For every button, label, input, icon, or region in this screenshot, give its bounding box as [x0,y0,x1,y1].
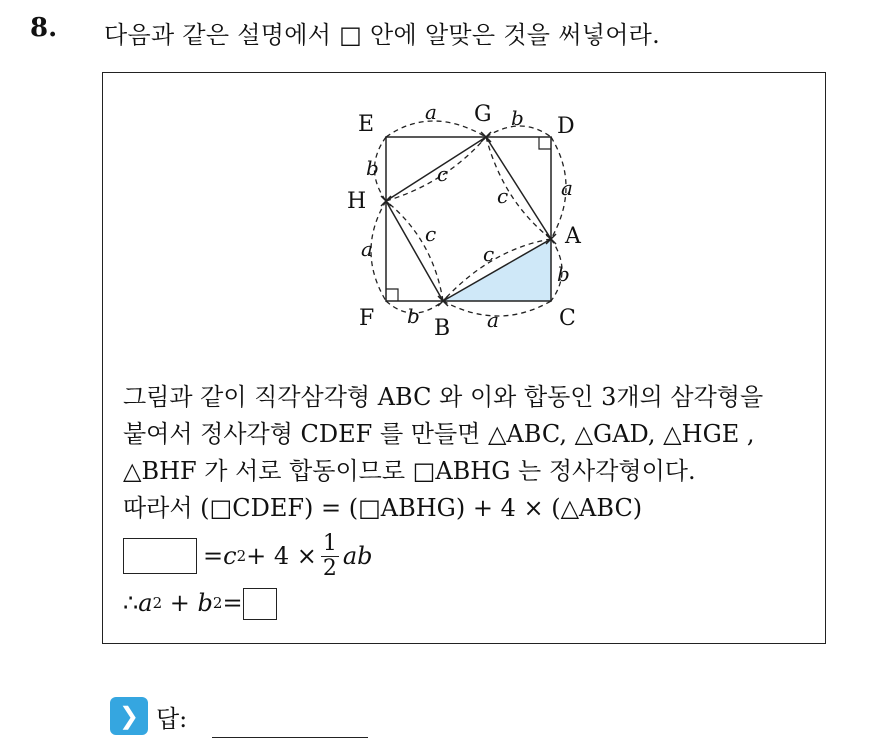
eq2-plus: + [162,589,198,617]
equation-row-2 [123,585,763,622]
label-f: F [359,306,375,331]
side-b-top: b [511,106,524,130]
right-angle-f [386,289,398,301]
eq2-a: a [138,589,153,617]
side-c-2: c [497,184,509,208]
arc-a-left [371,201,386,301]
right-angle-d [539,137,551,149]
label-e: E [358,112,375,137]
eq2-a-exp: 2 [152,594,163,612]
explanation-line-4: 따라서 (□CDEF) = (□ABHG) + 4 × (△ABC) [123,494,643,522]
side-a-right: a [561,176,573,200]
explanation-line-2: 붙여서 정사각형 CDEF 를 만들면 △ABC, △GAD, △HGE , [123,420,755,448]
side-b-right: b [557,262,570,286]
eq1-ab: ab [342,541,373,570]
fraction-denominator: 2 [322,555,337,581]
eq1-equals: = [203,541,224,570]
answer-blank-2[interactable] [243,588,277,620]
side-b-bottom: b [407,304,420,328]
question-number: 8. [30,13,58,43]
label-a: A [565,224,581,249]
eq1-c: c [223,541,237,570]
label-c: C [559,306,576,331]
side-a-bottom: a [487,308,499,332]
side-a-left: a [361,237,373,261]
side-a-top: a [425,100,437,124]
side-c-3: c [425,222,437,246]
eq2-b-exp: 2 [212,594,223,612]
label-b: B [434,316,451,341]
eq1-exp: 2 [236,546,247,565]
label-h: H [347,189,367,214]
question-prompt: 다음과 같은 설명에서 □ 안에 알맞은 것을 써넣어라. [104,21,661,49]
geometry-figure [341,91,601,363]
side-c-1: c [437,162,449,186]
explanation-line-1: 그림과 같이 직각삼각형 ABC 와 이와 합동인 3개의 삼각형을 [123,383,764,411]
equation-row-1 [123,527,763,585]
label-g: G [474,102,492,127]
answer-label: 답: [156,704,188,733]
answer-blank-1[interactable] [123,538,197,574]
fraction-numerator: 1 [322,530,337,556]
answer-input-line[interactable] [212,737,368,738]
eq2-therefore: ∴ [123,589,139,617]
explanation-box [102,72,826,644]
side-c-4: c [483,242,495,266]
side-b-left: b [366,156,379,180]
answer-area [110,697,187,735]
eq2-b: b [197,589,213,617]
eq1-mid: + 4 × [246,541,317,570]
explanation-line-3: △BHF 가 서로 합동이므로 □ABHG 는 정사각형이다. [123,457,696,485]
fraction-half [321,532,339,581]
eq2-equals: = [222,589,243,617]
label-d: D [557,114,575,139]
explanation-text [123,379,763,622]
answer-arrow-icon: ❯ [110,697,148,735]
